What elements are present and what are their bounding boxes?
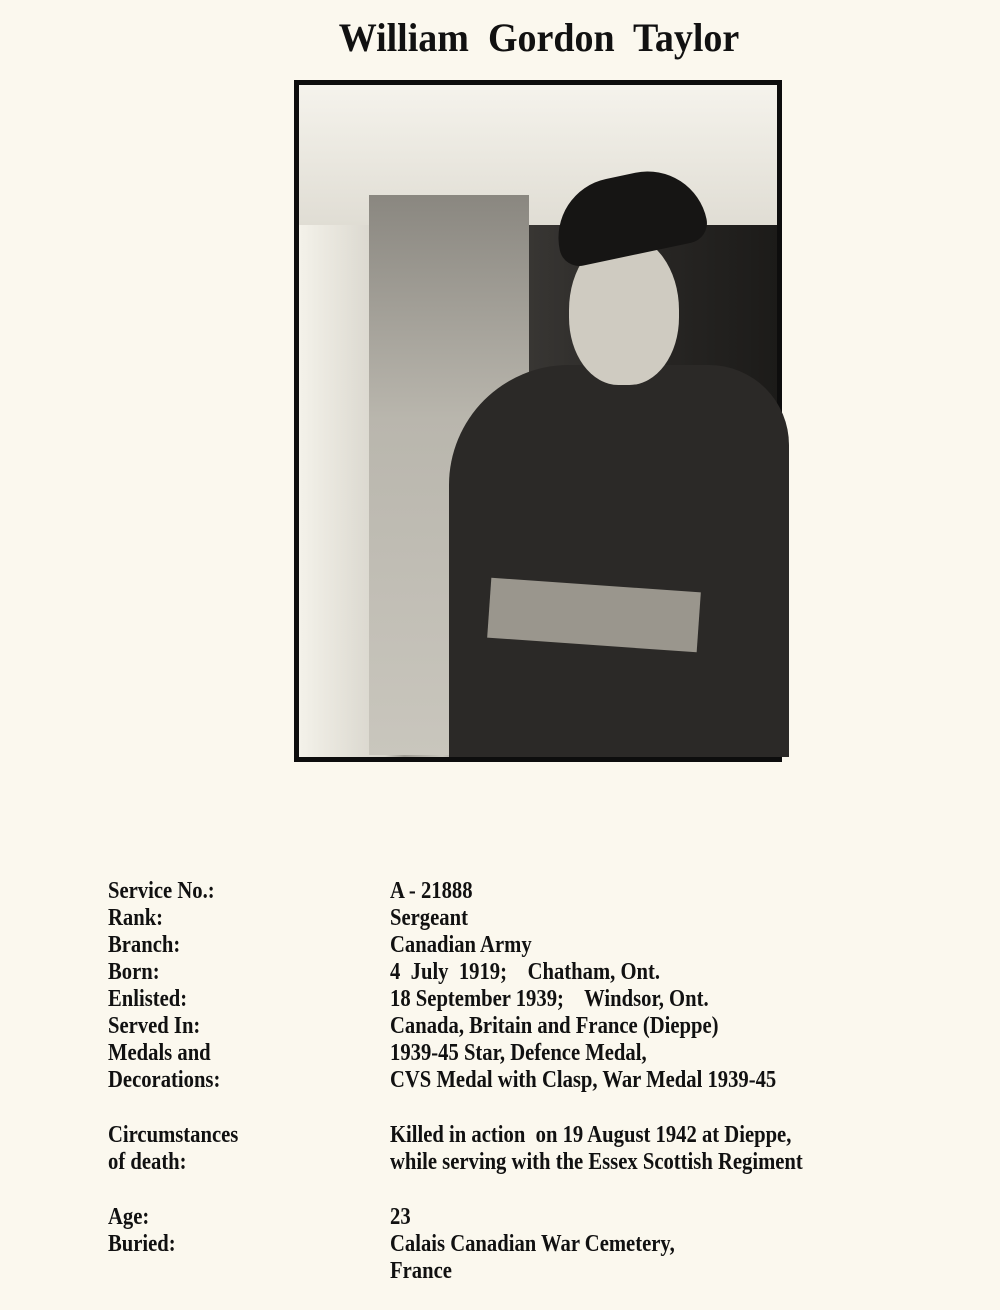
detail-value: France [390, 1258, 452, 1284]
detail-value: Canada, Britain and France (Dieppe) [390, 1013, 719, 1039]
detail-value: Canadian Army [390, 932, 532, 958]
page-title: William Gordon Taylor [338, 15, 740, 60]
detail-label: of death: [108, 1149, 187, 1175]
detail-label: Rank: [108, 905, 164, 931]
detail-label: Circumstances [108, 1122, 239, 1148]
detail-label: Buried: [108, 1231, 176, 1257]
portrait-photo [294, 80, 782, 762]
detail-value: 4 July 1919; Chatham, Ont. [390, 959, 661, 985]
detail-value: 23 [390, 1204, 411, 1230]
detail-value: A - 21888 [390, 878, 473, 904]
detail-value: 1939-45 Star, Defence Medal, [390, 1040, 647, 1066]
detail-label: Branch: [108, 932, 181, 958]
detail-label: Decorations: [108, 1067, 221, 1093]
detail-value: Killed in action on 19 August 1942 at Dieppe, [390, 1122, 792, 1148]
detail-value: while serving with the Essex Scottish Regiment [390, 1149, 803, 1175]
detail-label: Served In: [108, 1013, 201, 1039]
detail-value: Sergeant [390, 905, 468, 931]
detail-value: 18 September 1939; Windsor, Ont. [390, 986, 709, 1012]
detail-label: Age: [108, 1204, 150, 1230]
detail-label: Service No.: [108, 878, 215, 904]
detail-label: Born: [108, 959, 160, 985]
photo-soldier-body [449, 365, 789, 757]
detail-value: Calais Canadian War Cemetery, [390, 1231, 675, 1257]
detail-label: Medals and [108, 1040, 211, 1066]
detail-label: Enlisted: [108, 986, 188, 1012]
detail-value: CVS Medal with Clasp, War Medal 1939-45 [390, 1067, 777, 1093]
